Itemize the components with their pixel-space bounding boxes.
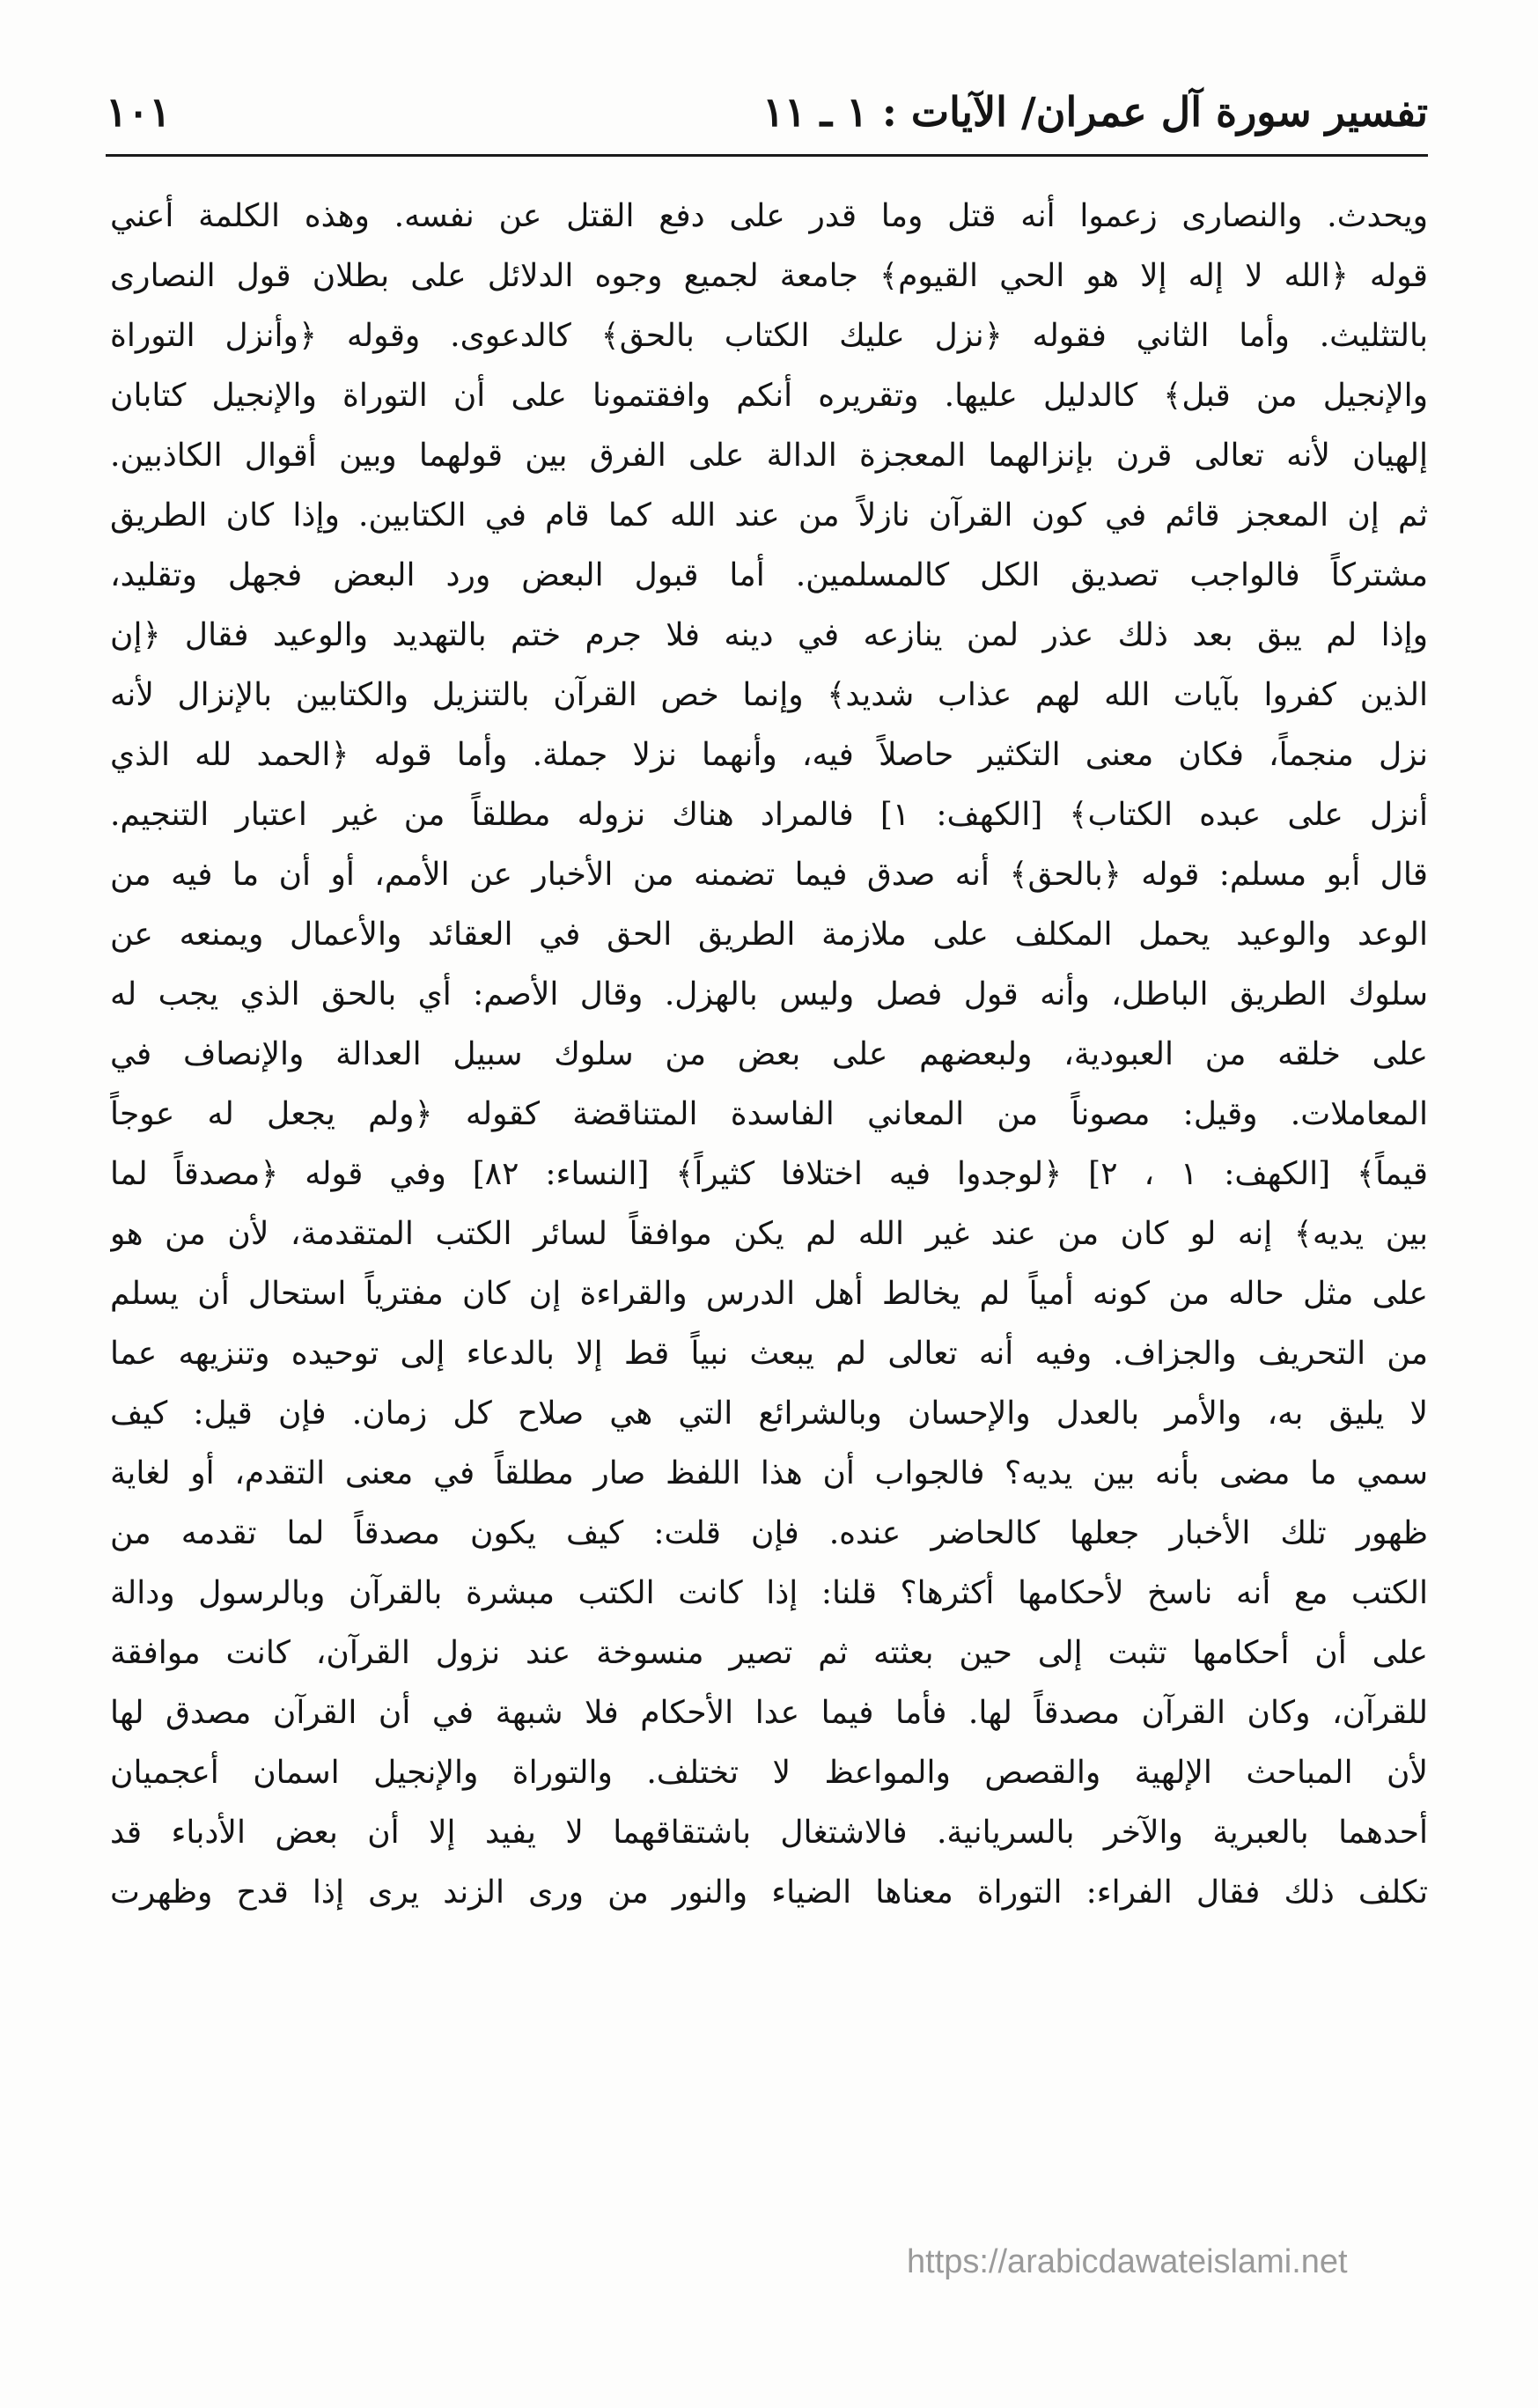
text-line: لا يليق به، والأمر بالعدل والإحسان وبالشرائع التي هي صلاح كل زمان. فإن قيل: كيف [110,1395,1428,1432]
text-line: سلوك الطريق الباطل، وأنه قول فصل وليس بالهزل. وقال الأصم: أي بالحق الذي يجب له [110,976,1428,1013]
watermark-url: https://arabicdawateislami.net [907,2243,1348,2280]
text-line: والإنجيل من قبل﴾ كالدليل عليها. وتقريره أنكم وافقتمونا على أن التوراة والإنجيل كتابان [110,378,1428,414]
text-line: على أن أحكامها تثبت إلى حين بعثته ثم تصير منسوخة عند نزول القرآن، كانت موافقة [110,1635,1428,1671]
text-line: قوله ﴿الله لا إله إلا هو الحي القيوم﴾ جامعة لجميع وجوه الدلائل على بطلان قول النصارى [110,258,1428,294]
text-line: وإذا لم يبق بعد ذلك عذر لمن ينازعه في دينه فلا جرم ختم بالتهديد والوعيد فقال ﴿إن [110,617,1428,653]
text-line: الوعد والوعيد يحمل المكلف على ملازمة الطريق الحق في العقائد والأعمال ويمنعه عن [110,917,1428,953]
text-line: الذين كفروا بآيات الله لهم عذاب شديد﴾ وإنما خص القرآن بالتنزيل والكتابين بالإنزال لأنه [110,677,1428,713]
text-line: مشتركاً فالواجب تصديق الكل كالمسلمين. أما قبول البعض ورد البعض فجهل وتقليد، [110,557,1428,593]
page-number: ١٠١ [106,88,172,136]
text-line: على خلقه من العبودية، ولبعضهم على بعض من سلوك سبيل العدالة والإنصاف في [110,1036,1428,1072]
text-line: لأن المباحث الإلهية والقصص والمواعظ لا تختلف. والتوراة والإنجيل اسمان أعجميان [110,1755,1428,1791]
text-line: نزل منجماً، فكان معنى التكثير حاصلاً فيه، وأنهما نزلا جملة. وأما قوله ﴿الحمد لله الذي [110,737,1428,773]
text-line: بين يديه﴾ إنه لو كان من عند غير الله لم يكن موافقاً لسائر الكتب المتقدمة، لأن من هو [110,1216,1428,1252]
text-line: قيماً﴾ [الكهف: ١ ، ٢] ﴿لوجدوا فيه اختلافا كثيراً﴾ [النساء: ٨٢] وفي قوله ﴿مصدقاً لما [110,1156,1428,1192]
header-divider [106,154,1428,157]
text-line: قال أبو مسلم: قوله ﴿بالحق﴾ أنه صدق فيما تضمنه من الأخبار عن الأمم، أو أن ما فيه من [110,857,1428,893]
text-line: من التحريف والجزاف. وفيه أنه تعالى لم يبعث نبياً قط إلا بالدعاء إلى توحيده وتنزيهه عما [110,1336,1428,1372]
text-line: ويحدث. والنصارى زعموا أنه قتل وما قدر على دفع القتل عن نفسه. وهذه الكلمة أعني [110,198,1428,234]
text-line: ظهور تلك الأخبار جعلها كالحاضر عنده. فإن قلت: كيف يكون مصدقاً لما تقدمه من [110,1515,1428,1551]
text-line: تكلف ذلك فقال الفراء: التوراة معناها الضياء والنور من ورى الزند يرى إذا قدح وظهرت [110,1874,1428,1911]
text-line: بالتثليث. وأما الثاني فقوله ﴿نزل عليك الكتاب بالحق﴾ كالدعوى. وقوله ﴿وأنزل التوراة [110,318,1428,354]
text-line: إلهيان لأنه تعالى قرن بإنزالهما المعجزة الدالة على الفرق بين قولهما وبين أقوال الكاذبين. [110,438,1428,474]
text-line: أنزل على عبده الكتاب﴾ [الكهف: ١] فالمراد هناك نزوله مطلقاً من غير اعتبار التنجيم. [110,797,1428,833]
text-line: المعاملات. وقيل: مصوناً من المعاني الفاسدة المتناقضة كقوله ﴿ولم يجعل له عوجاً [110,1096,1428,1132]
text-line: الكتب مع أنه ناسخ لأحكامها أكثرها؟ قلنا: إذا كانت الكتب مبشرة بالقرآن وبالرسول ودالة [110,1575,1428,1611]
text-line: للقرآن، وكان القرآن مصدقاً لها. فأما فيما عدا الأحكام فلا شبهة في أن القرآن مصدق لها [110,1695,1428,1731]
running-title: تفسير سورة آل عمران/ الآيات : ١ ـ ١١ [762,88,1428,136]
body-text [110,187,1428,1923]
text-line: ثم إن المعجز قائم في كون القرآن نازلاً من عند الله كما قام في الكتابين. وإذا كان الطريق [110,497,1428,534]
text-line: على مثل حاله من كونه أمياً لم يخالط أهل الدرس والقراءة إن كان مفترياً استحال أن يسلم [110,1276,1428,1312]
text-line: أحدهما بالعبرية والآخر بالسريانية. فالاشتغال باشتقاقهما لا يفيد إلا أن بعض الأدباء قد [110,1815,1428,1851]
page-header [106,81,1428,157]
text-line: سمي ما مضى بأنه بين يديه؟ فالجواب أن هذا اللفظ صار مطلقاً في معنى التقدم، أو لغاية [110,1455,1428,1491]
